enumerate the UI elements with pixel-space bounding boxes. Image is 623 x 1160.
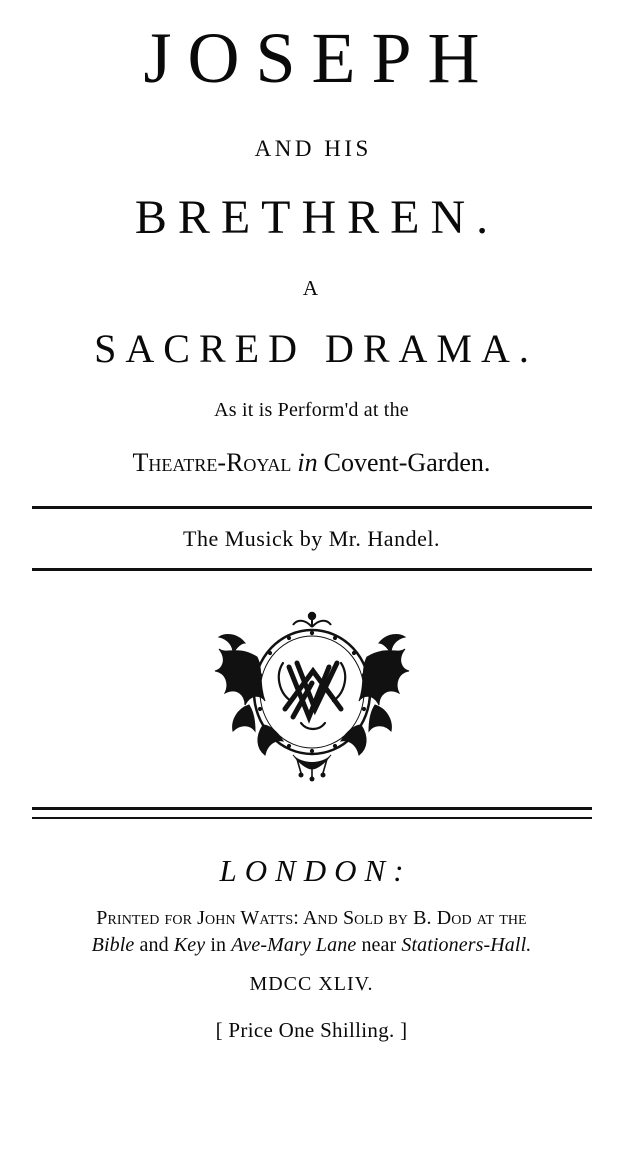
foliate-monogram-ornament-icon [24,597,599,787]
title-line-and-his: AND HIS [254,136,372,161]
imprint-line-2 [24,934,599,957]
venue-connector: in [297,448,318,477]
title-line-brethren: BRETHREN. [134,191,500,244]
imprint-key: Key [173,934,206,956]
imprint-bible: Bible [91,934,135,956]
title-line-a: A [302,276,321,300]
double-rule-divider [24,807,599,819]
imprint-year: MDCC XLIV. [249,973,374,995]
imprint-line-1 [24,907,599,930]
performance-note: As it is Perform'd at the [214,399,409,421]
composer-credit: The Musick by Mr. Handel. [183,526,440,551]
venue-line [24,448,599,478]
rule-above-credit [32,506,592,509]
rule-lower [32,817,592,819]
venue-covent-garden: Covent-Garden. [323,448,491,477]
title-line-sacred-drama: SACRED DRAMA. [94,326,538,371]
imprint-ave-mary-lane: Ave-Mary Lane [231,934,357,956]
rule-upper [32,807,592,810]
venue-theatre-royal: Theatre-Royal [132,448,292,477]
imprint-stationers-hall: Stationers-Hall. [401,934,532,956]
imprint-and: and [139,934,169,956]
credit-block [24,506,599,571]
imprint-near: near [361,934,397,956]
rule-below-credit [32,568,592,571]
price-note: [ Price One Shilling. ] [215,1018,408,1042]
imprint-publisher-text: Printed for John Watts: And Sold by B. Dod at the [96,907,527,929]
imprint-in: in [210,934,227,956]
imprint-city: LONDON: [219,853,412,888]
title-line-joseph: JOSEPH [143,18,496,98]
